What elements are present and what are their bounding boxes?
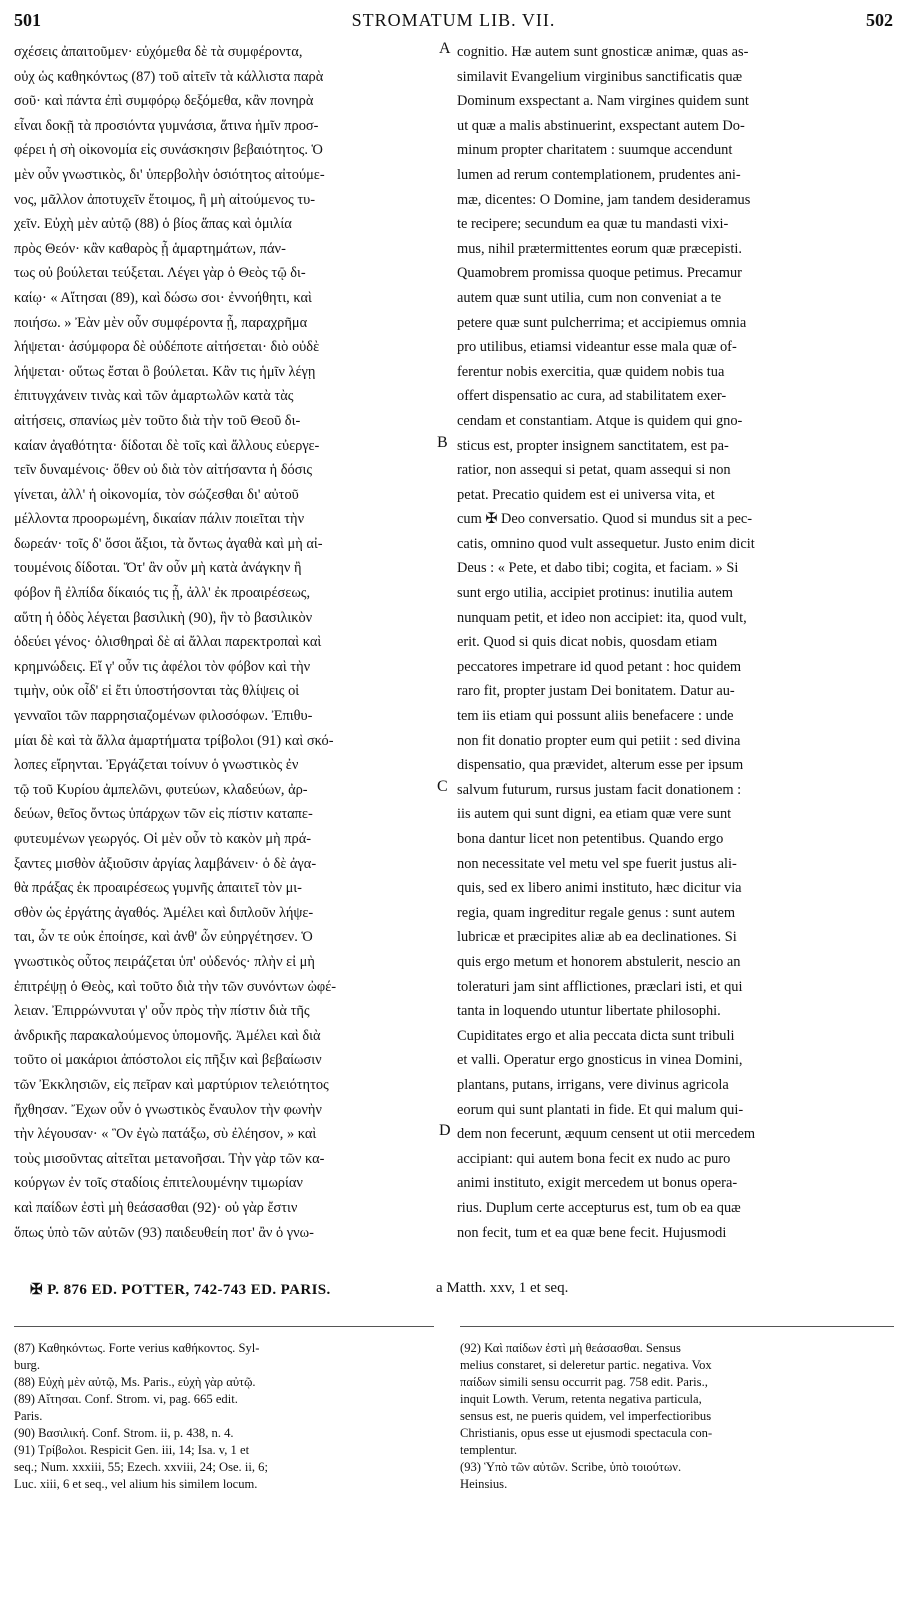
footnote-line: Heinsius. [460, 1477, 508, 1491]
footnote-line: Luc. xiii, 6 et seq., vel alium his similem locum. [14, 1477, 258, 1491]
latin-text-line: iis autem qui sunt digni, ea etiam quæ vere sunt [457, 806, 732, 823]
latin-text-line: erit. Quod si quis dicat nobis, quosdam etiam [457, 634, 718, 651]
footnote-line: (89) Αἴτησαι. Conf. Strom. vi, pag. 665 edit. [14, 1392, 238, 1406]
latin-text-line: accipiant: qui autem bona fecit ex nudo ac puro [457, 1150, 731, 1167]
latin-text-line: offert dispensatio ac cura, ad stabilitatem exer- [457, 388, 727, 405]
latin-text-line: et valli. Operatur ergo gnosticus in vinea Domini, [457, 1052, 743, 1069]
greek-text-line: καὶ παίδων ἐστὶ μὴ θεάσασθαι (92)· οὐ γὰρ ἔστιν [14, 1199, 298, 1216]
latin-text-line: regia, quam ingreditur regale genus : sunt autem [457, 904, 736, 921]
greek-text-line: τεῖν δυναμένοις· ὅθεν οὐ διὰ τὸν αἰτήσαντα ἡ δόσις [14, 462, 313, 479]
page-number-left: 501 [14, 10, 41, 30]
footnote-line: (92) Καὶ παίδων ἐστὶ μὴ θεάσασθαι. Sensus [460, 1341, 681, 1355]
latin-text-line: quis ergo metum et honorem abstulerit, nescio an [457, 953, 741, 970]
margin-letter-d: D [439, 1122, 451, 1139]
greek-text-line: λήψεται· ἀσύμφορα δὲ οὐδέποτε αἰτήσεται· διὸ οὐδὲ [14, 339, 320, 356]
margin-letter-c: C [437, 778, 448, 795]
footnote-line: Christianis, opus esse ut ejusmodi spectacula con- [460, 1426, 713, 1440]
greek-text-line: κούργων ἐν τοῖς σταδίοις ἐπιτελουμένην τιμωρίαν [14, 1175, 303, 1192]
latin-text-line: rius. Duplum certe accepturus est, tum ob ea quæ [457, 1199, 741, 1216]
greek-text-line: κρημνώδεις. Εἴ γ' οὖν τις ἀφέλοι τὸν φόβον καὶ τὴν [14, 658, 311, 675]
latin-text-line: Cupiditates ergo et alia peccata dicta sunt tribuli [457, 1027, 735, 1044]
latin-text-line: non fecit, tum et ea quæ bene fecit. Hujusmodi [457, 1224, 727, 1241]
latin-text-line: similavit Evangelium virginibus sanctificatis quæ [457, 68, 743, 85]
greek-text-line: τως οὐ βούλεται τεύξεται. Λέγει γὰρ ὁ Θεὸς τῷ δι- [14, 265, 306, 282]
greek-text-line: ἤχθησαν. Ἔχων οὖν ὁ γνωστικὸς ἔναυλον τὴν φωνὴν [14, 1101, 322, 1118]
footnote-rule-left [14, 1326, 434, 1327]
greek-text-line: δωρεάν· τοῖς δ' ὅσοι ἄξιοι, τὰ ὄντως ἀγαθὰ καὶ μὴ αἰ- [14, 535, 323, 552]
margin-letter-a: A [439, 40, 451, 57]
greek-text-line: λειαν. Ἐπιρρώννυται γ' οὖν πρὸς τὴν πίστιν διὰ τῆς [14, 1003, 310, 1020]
latin-text-line: raro fit, propter justam Dei bonitatem. Datur au- [457, 683, 735, 700]
running-title: STROMATUM LIB. VII. [351, 10, 556, 30]
greek-text-line: ὅπως ὑπὸ τῶν αὐτῶν (93) παιδευθείη ποτ' ἂν ὁ γνω- [14, 1224, 314, 1241]
greek-text-line: γενναῖοι τῶν παρρησιαζομένων φιλοσόφων. Ἐπιθυ- [14, 708, 313, 725]
greek-text-line: τοὺς μισοῦντας αἰτεῖται μετανοῆσαι. Τὴν γὰρ τῶν κα- [14, 1150, 325, 1167]
greek-text-line: φέρει ἡ σὴ οἰκονομία εἰς συνάσκησιν βεβαιότητος. Ὁ [14, 142, 323, 159]
greek-text-line: γνωστικὸς οὗτος πειράζεται ὑπ' οὐδενός· πλὴν εἰ μὴ [14, 953, 315, 970]
greek-text-line: τῷ τοῦ Κυρίου ἀμπελῶνι, φυτεύων, κλαδεύων, ἀρ- [14, 781, 308, 798]
latin-text-line: ferentur nobis exercitia, quæ quidem nobis tua [457, 363, 725, 380]
footnote-line: Paris. [14, 1409, 43, 1423]
greek-text-line: γίνεται, ἀλλ' ἡ οἰκονομία, τὸν σώζεσθαι δι' αὐτοῦ [14, 486, 299, 503]
latin-text-line: nunquam petit, et ideo non accipiet: ita, quod vult, [457, 609, 747, 626]
greek-text-line: τοῦτο οἱ μακάριοι ἀπόστολοι εἰς πῆξιν καὶ βεβαίωσιν [14, 1052, 322, 1069]
latin-text-line: ut quæ a malis abstinuerint, exspectant autem Do- [457, 117, 745, 134]
greek-text-line: καίῳ· « Αἴτησαι (89), καὶ δώσω σοι· ἐννοήθητι, καὶ [14, 289, 312, 306]
latin-column [457, 40, 893, 1245]
greek-text-line: τὴν λέγουσαν· « Ὃν ἐγὼ πατάξω, σὺ ἐλέησον, » καὶ [14, 1126, 317, 1143]
latin-text-line: cum ✠ Deo conversatio. Quod si mundus sit a pec- [457, 511, 753, 528]
greek-text-line: ὁδεύει γένος· ὀλισθηραὶ δὲ αἱ ἄλλαι παρεκτροπαὶ καὶ [14, 634, 322, 651]
latin-text-line: bona dantur licet non petentibus. Quando ergo [457, 831, 724, 847]
greek-column [14, 40, 440, 1245]
footnote-line: (87) Καθηκόντως. Forte verius καθήκοντος. Syl- [14, 1341, 260, 1355]
greek-text-line: φόβον ἢ ἐλπίδα δίκαιός τις ᾖ, ἀλλ' ἐκ προαιρέσεως, [14, 585, 311, 602]
greek-text-line: νος, μᾶλλον ἀποτυχεῖν ἕτοιμος, ἢ μὴ αἰτούμενος τυ- [14, 191, 316, 208]
latin-text-line: autem quæ sunt utilia, cum non conveniat a te [457, 289, 722, 306]
footnote-rule-right [460, 1326, 894, 1327]
greek-text-line: ἀνδρικῆς παρακαλούμενος ὑπομονῆς. Ἀμέλει καὶ διὰ [14, 1027, 321, 1044]
latin-text-line: toleraturi jam sint afflictiones, præclari isti, et qui [457, 978, 743, 995]
greek-text-line: σοῦ· καὶ πάντα ἐπὶ συμφόρῳ δεξόμεθα, κἂν πονηρὰ [14, 93, 314, 110]
greek-text-line: τουμένοις δίδοται. Ὅτ' ἂν οὖν μὴ κατὰ ἀνάγκην ἢ [14, 560, 302, 577]
greek-text-line: ται, ὧν τε οὐκ ἐποίησε, καὶ ἀνθ' ὧν εὐηργέτησεν. Ὁ [14, 929, 313, 946]
latin-text-line: salvum futurum, rursus justam facit donationem : [457, 781, 742, 798]
latin-text-line: tanta in loquendo utuntur libertate philosophi. [457, 1003, 721, 1020]
greek-text-line: τιμὴν, οὐκ οἶδ' εἰ ἔτι ὑποστήσονται τὰς θλίψεις οἱ [14, 683, 300, 700]
greek-text-line: λοπες εἴρηνται. Ἐργάζεται τοίνυν ὁ γνωστικὸς ἐν [14, 757, 299, 774]
greek-text-line: θὰ πράξας ἐκ προαιρέσεως γυμνῆς ἀπαιτεῖ τὸν μι- [14, 880, 302, 897]
footnotes-left [14, 1340, 434, 1493]
greek-text-line: μέλλοντα προορωμένη, δικαίαν πάλιν ποιεῖται τὴν [14, 511, 305, 528]
latin-text-line: sticus est, propter insignem sanctitatem, est pa- [457, 437, 729, 454]
latin-text-line: sunt ergo utilia, accipiet protinus: inutilia autem [457, 585, 733, 602]
latin-text-line: pro utilibus, etiamsi videantur esse mala quæ of- [457, 339, 737, 356]
greek-text-line: χεῖν. Εὐχὴ μὲν αὐτῷ (88) ὁ βίος ἅπας καὶ ὁμιλία [14, 216, 292, 233]
greek-text-line: αἰτήσεις, σπανίως μὲν τοῦτο διὰ τὴν τοῦ Θεοῦ δι- [14, 412, 301, 429]
footnote-line: burg. [14, 1358, 41, 1372]
running-header [0, 10, 907, 36]
latin-text-line: lubricæ et præcipites aliæ ab ea declinationes. Si [457, 929, 737, 946]
greek-text-line: ποιήσω. » Ἐὰν μὲν οὖν συμφέροντα ᾖ, παραχρῆμα [14, 314, 308, 331]
latin-text-line: minum propter charitatem : suumque accendunt [457, 142, 733, 159]
greek-text-line: τῶν Ἐκκλησιῶν, εἰς πεῖραν καὶ μαρτύριον τελειότητος [14, 1076, 329, 1093]
latin-text-line: lumen ad rerum contemplationem, prudentes ani- [457, 166, 741, 183]
latin-text-line: te recipere; secundum ea quæ tu mandasti vixi- [457, 216, 729, 233]
greek-text-line: ἐπιτρέψῃ ὁ Θεὸς, καὶ τοῦτο διὰ τὴν τῶν συνόντων ὠφέ- [14, 978, 337, 995]
footnote-line: inquit Lowth. Verum, retenta negativa particula, [460, 1392, 702, 1406]
latin-text-line: quis, sed ex libero animi instituto, hæc dicitur via [457, 880, 742, 897]
greek-text-line: σθὸν ὡς ἐργάτης ἀγαθός. Ἀμέλει καὶ διπλοῦν λήψε- [14, 904, 314, 921]
latin-text-line: ratior, non assequi si petat, quam assequi si non [457, 462, 731, 479]
page-number-right: 502 [866, 10, 893, 30]
greek-text-line: ξαντες μισθὸν ἀξιοῦσιν ἀργίας λαμβάνειν· ὁ δὲ ἀγα- [14, 855, 317, 872]
latin-text-line: peccatores impetrare id quod petant : hoc quidem [457, 658, 742, 675]
latin-text-line: Deus : « Pete, et dabo tibi; cogita, et faciam. » Si [457, 560, 739, 577]
greek-text-line: οὐχ ὡς καθηκόντως (87) τοῦ αἰτεῖν τὰ κάλλιστα παρὰ [14, 68, 324, 85]
latin-text-line: eorum qui sunt plantati in fide. Et qui malum qui- [457, 1101, 744, 1118]
latin-text-line: cendam et constantiam. Atque is quidem qui gno- [457, 412, 743, 429]
margin-letter-b: B [437, 434, 448, 451]
footnote-line: sensus est, ne pueris quidem, vel imperfectioribus [460, 1409, 712, 1423]
greek-text-line: λήψεται· οὕτως ἔσται ὃ βούλεται. Κἂν τις ἡμῖν λέγῃ [14, 363, 316, 380]
latin-text-line: animi instituto, exigit mercedem ut bonus opera- [457, 1175, 738, 1192]
greek-text-line: εἶναι δοκῇ τὰ προσιόντα γυμνάσια, ἅτινα ἡμῖν προσ- [14, 117, 319, 134]
greek-text-line: καίαν ἀγαθότητα· δίδοται δὲ τοῖς καὶ ἄλλους εὐεργε- [14, 437, 320, 454]
greek-text-line: δεύων, θεῖος ὄντως ὑπάρχων τῶν εἰς πίστιν καταπε- [14, 806, 313, 823]
latin-text-line: Quamobrem promissa quoque petimus. Precamur [457, 265, 742, 282]
latin-text-line: mæ, dicentes: O Domine, jam tandem desideramus [457, 191, 751, 208]
greek-text-line: μὲν οὖν γνωστικὸς, δι' ὑπερβολὴν ὁσιότητος αἰτούμε- [14, 166, 325, 183]
latin-text-line: plantans, putans, irrigans, vere divinus agricola [457, 1076, 729, 1093]
footnote-line: (88) Εὐχὴ μὲν αὐτῷ, Ms. Paris., εὐχὴ γὰρ αὐτῷ. [14, 1375, 256, 1389]
latin-text-line: Dominum exspectant a. Nam virgines quidem sunt [457, 93, 749, 110]
edition-reference: ✠ P. 876 ED. POTTER, 742-743 ED. PARIS. [30, 1282, 331, 1298]
footnote-line: templentur. [460, 1443, 518, 1457]
latin-text-line: catis, omnino quod vult assequetur. Justo enim dicit [457, 535, 755, 552]
greek-text-line: φυτευμένων γεωργός. Οἱ μὲν οὖν τὸ κακὸν μὴ πρά- [14, 831, 312, 847]
latin-text-line: dispensatio, qua prævidet, alterum esse per ipsum [457, 757, 744, 774]
latin-text-line: non necessitate vel metu vel spe fuerit justus ali- [457, 855, 737, 872]
greek-text-line: σχέσεις ἀπαιτοῦμεν· εὐχόμεθα δὲ τὰ συμφέροντα, [14, 44, 303, 60]
latin-text-line: non fit donatio propter eum qui petiit : sed divina [457, 732, 741, 749]
footnote-line: seq.; Num. xxxiii, 55; Ezech. xxviii, 24; Ose. ii, 6; [14, 1460, 268, 1474]
footnote-line: (91) Τρίβολοι. Respicit Gen. iii, 14; Isa. v, 1 et [14, 1443, 250, 1457]
greek-text-line: πρὸς Θεόν· κἂν καθαρὸς ᾖ ἁμαρτημάτων, πάν- [14, 240, 286, 257]
footnotes-right [460, 1340, 894, 1493]
latin-text-line: petere quæ sunt pulcherrima; et accipiemus omnia [457, 314, 747, 331]
latin-text-line: dem non fecerunt, æquum censent ut otii mercedem [457, 1126, 756, 1143]
footnote-line: (93) Ὑπὸ τῶν αὐτῶν. Scribe, ὑπὸ τοιούτων. [460, 1460, 682, 1474]
footnote-line: παίδων simili sensu occurrit pag. 758 edit. Paris., [460, 1375, 708, 1389]
latin-text-line: cognitio. Hæ autem sunt gnosticæ animæ, quas as- [457, 44, 749, 60]
greek-text-line: αὕτη ἡ ὁδὸς λέγεται βασιλικὴ (90), ἣν τὸ βασιλικὸν [14, 609, 313, 626]
latin-footnote: a Matth. xxv, 1 et seq. [436, 1280, 569, 1296]
latin-text-line: mus, nihil prætermittentes eorum quæ præcepisti. [457, 240, 742, 257]
greek-text-line: ἐπιτυγχάνειν τινὰς καὶ τῶν ἁμαρτωλῶν κατὰ τὰς [14, 388, 294, 405]
greek-text-line: μίαι δὲ καὶ τὰ ἄλλα ἁμαρτήματα τρίβολοι (91) καὶ σκό- [14, 732, 334, 749]
footnote-line: (90) Βασιλική. Conf. Strom. ii, p. 438, n. 4. [14, 1426, 234, 1440]
latin-text-line: tem iis etiam qui possunt aliis benefacere : unde [457, 708, 734, 725]
latin-text-line: petat. Precatio quidem est ei universa vita, et [457, 486, 715, 503]
footnote-line: melius constaret, si deleretur partic. negativa. Vox [460, 1358, 712, 1372]
